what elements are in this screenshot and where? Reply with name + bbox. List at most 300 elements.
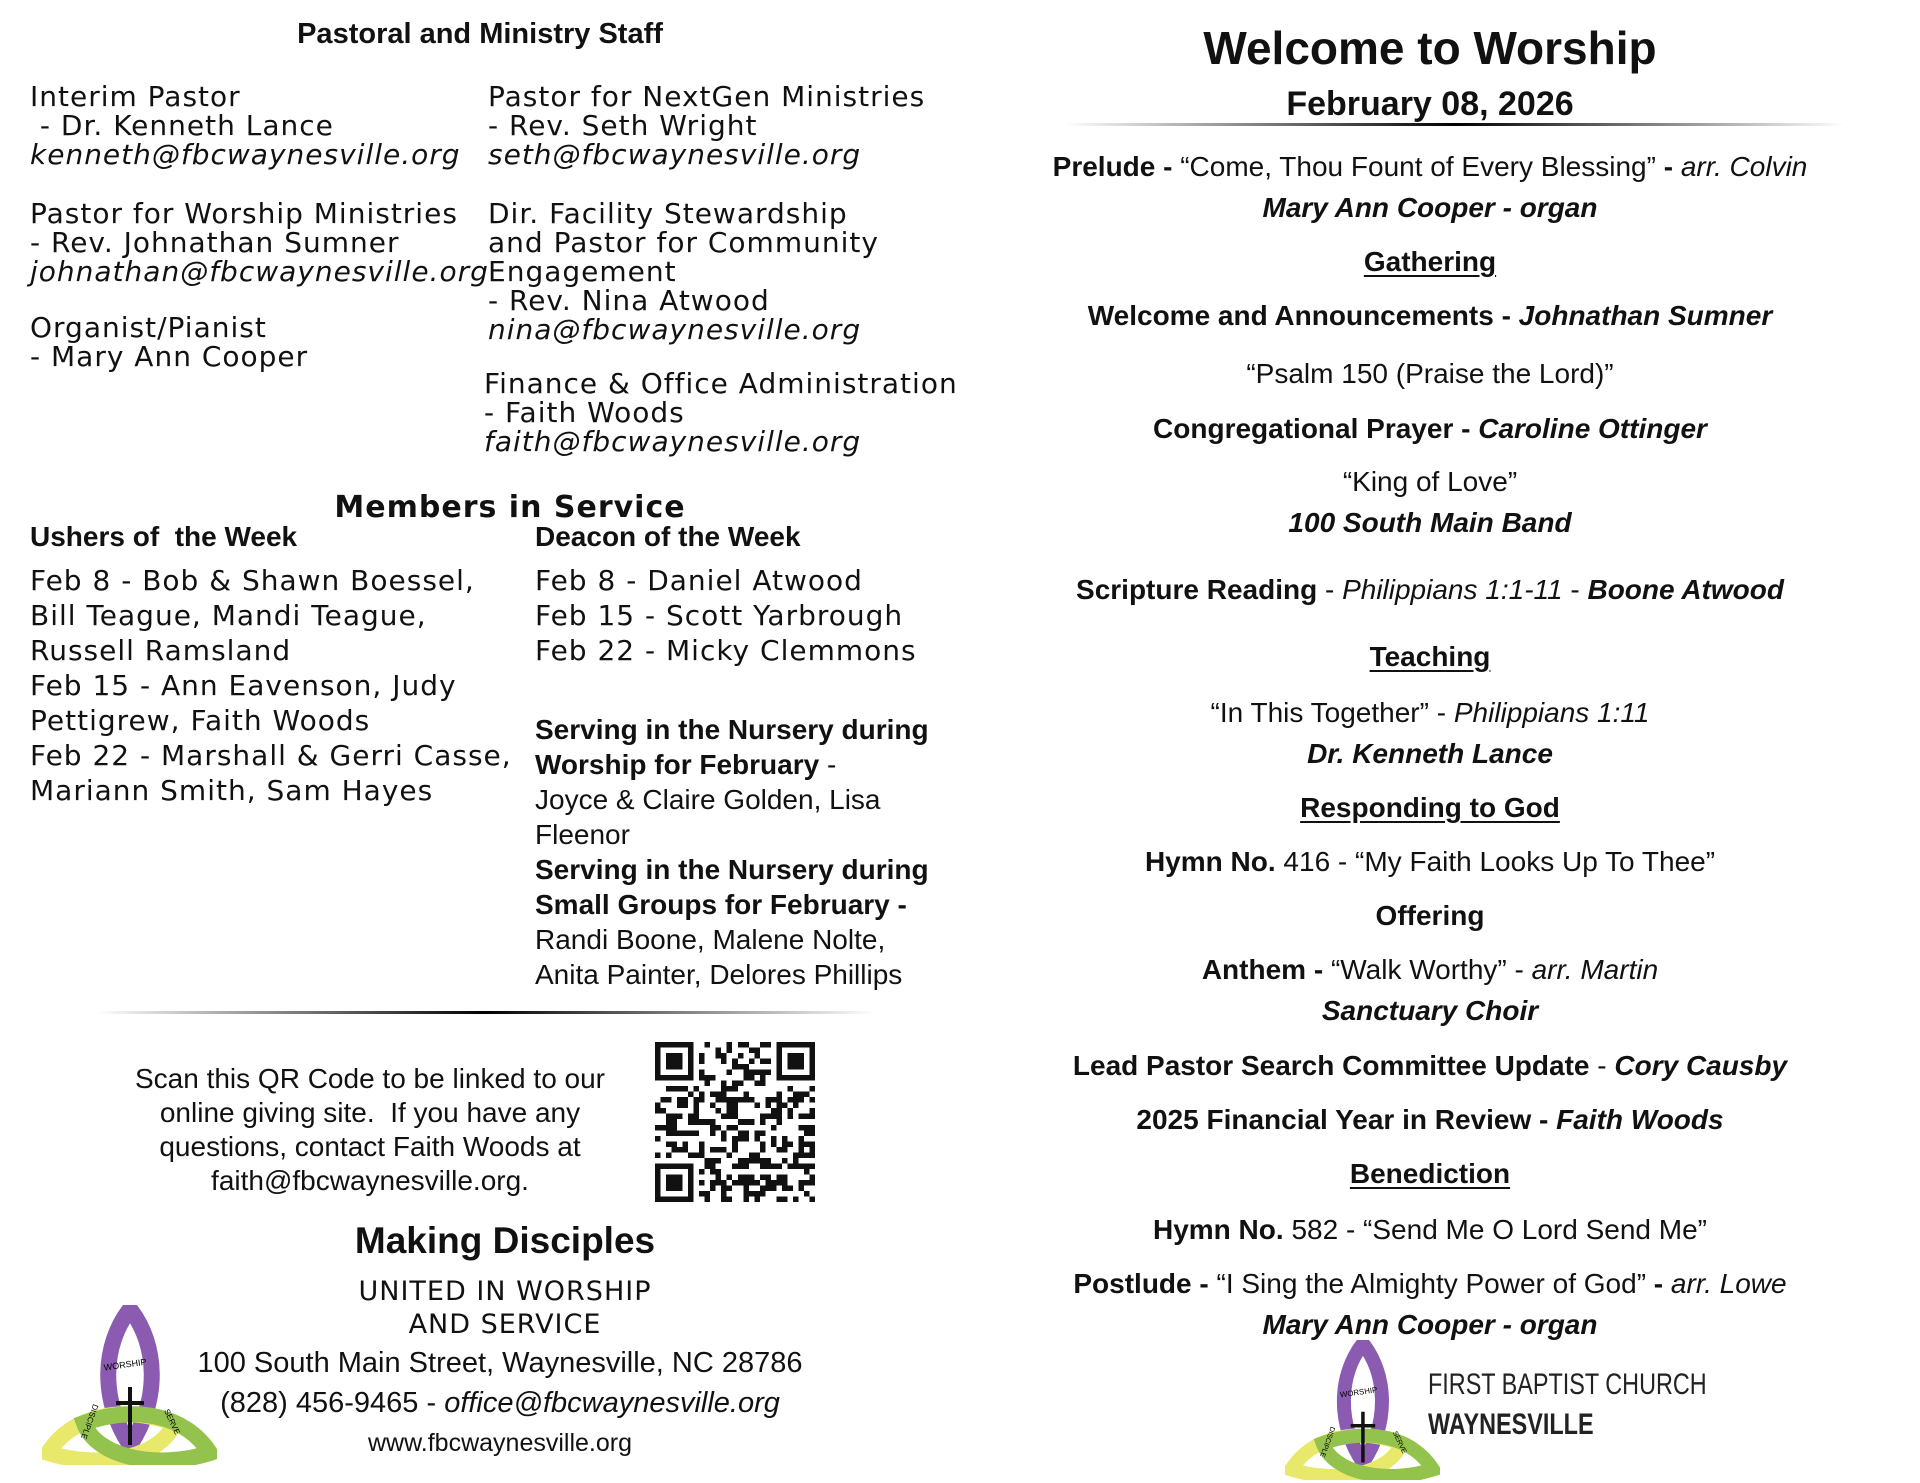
title-divider [1065,122,1845,128]
qr-module [683,1042,689,1048]
qr-module [754,1053,760,1059]
qr-module [776,1048,782,1054]
qr-module [804,1191,810,1197]
qr-module [754,1136,760,1142]
item-label: Hymn No. [1152,1214,1284,1245]
qr-module [809,1042,815,1048]
list-item: Fleenor [535,819,630,850]
qr-module [776,1196,782,1202]
qr-module [732,1163,738,1169]
band-line: 100 South Main Band [1288,507,1572,538]
qr-module [699,1053,705,1059]
qr-module [754,1048,760,1054]
postlude-performer: Mary Ann Cooper - organ [1262,1309,1598,1340]
separator: - [1506,954,1532,985]
qr-module [760,1130,766,1136]
qr-module [765,1114,771,1120]
qr-module [694,1108,700,1114]
qr-module [666,1075,672,1081]
list-item: Feb 22 - Marshall & Gerri Casse, [30,739,512,772]
qr-module [716,1092,722,1098]
qr-module [672,1086,678,1092]
qr-module [677,1103,683,1109]
qr-module [705,1191,711,1197]
qr-module [738,1119,744,1125]
deacon-list [535,563,917,668]
qr-module [782,1136,788,1142]
scripture-line [1030,573,1830,607]
qr-module [655,1042,661,1048]
qr-module [672,1064,678,1070]
phone-number: (828) 456-9465 - [220,1387,445,1419]
qr-module [787,1185,793,1191]
qr-module [804,1169,810,1175]
qr-module [721,1147,727,1153]
qr-module [798,1114,804,1120]
qr-module [798,1136,804,1142]
qr-module [721,1196,727,1202]
qr-module [721,1136,727,1142]
qr-module [760,1163,766,1169]
qr-module [655,1070,661,1076]
qr-module [738,1081,744,1087]
list-item: Pettigrew, Faith Woods [30,704,371,737]
qr-module [672,1196,678,1202]
qr-module [705,1075,711,1081]
qr-module [716,1108,722,1114]
scripture-ref: Philippians 1:11 [1453,697,1650,728]
qr-module [683,1196,689,1202]
qr-module [743,1191,749,1197]
item-label: Anthem - [1201,954,1331,985]
qr-module [776,1147,782,1153]
qr-module [716,1125,722,1131]
staff-email: kenneth@fbcwaynesville.org [30,138,461,171]
qr-module [716,1180,722,1186]
qr-module [666,1086,672,1092]
qr-module [760,1158,766,1164]
qr-module [738,1163,744,1169]
item-label: Hymn No. [1144,846,1276,877]
financial-line [1030,1103,1830,1137]
qr-module [804,1042,810,1048]
staff-email: nina@fbcwaynesville.org [488,313,862,346]
qr-module [787,1086,793,1092]
qr-module [732,1141,738,1147]
qr-module [765,1158,771,1164]
qr-module [721,1059,727,1065]
qr-module [738,1174,744,1180]
qr-module [732,1097,738,1103]
left-divider [95,1010,875,1016]
qr-module [776,1174,782,1180]
qr-module [804,1114,810,1120]
qr-module [672,1059,678,1065]
qr-module [782,1042,788,1048]
qr-module [798,1141,804,1147]
qr-module [793,1053,799,1059]
qr-module [793,1152,799,1158]
text-line: online giving site. If you have any [159,1097,581,1128]
qr-module [776,1070,782,1076]
qr-module [688,1119,694,1125]
qr-module [782,1158,788,1164]
qr-module [727,1042,733,1048]
qr-module [699,1141,705,1147]
qr-module [666,1059,672,1065]
qr-module [727,1174,733,1180]
qr-module [694,1119,700,1125]
qr-module [688,1130,694,1136]
qr-module [661,1042,667,1048]
qr-module [655,1048,661,1054]
qr-module [738,1064,744,1070]
qr-module [688,1059,694,1065]
qr-module [661,1097,667,1103]
item-label: Congregational Prayer - [1153,413,1479,444]
qr-module [716,1158,722,1164]
psalm-line: “Psalm 150 (Praise the Lord)” [1246,358,1614,389]
qr-module [765,1097,771,1103]
qr-module [705,1163,711,1169]
qr-module [655,1075,661,1081]
qr-module [721,1086,727,1092]
deacon-heading: Deacon of the Week [535,521,801,552]
qr-module [699,1092,705,1098]
giving-qr-code[interactable] [655,1042,815,1202]
qr-module [760,1191,766,1197]
staff-role: and Pastor for Community [488,226,879,259]
staff-name: - Dr. Kenneth Lance [30,109,334,142]
item-label: Welcome and Announcements - [1087,300,1519,331]
qr-module [798,1152,804,1158]
qr-module [677,1042,683,1048]
qr-module [776,1103,782,1109]
qr-module [787,1059,793,1065]
qr-module [732,1064,738,1070]
qr-module [738,1042,744,1048]
qr-module [804,1163,810,1169]
qr-module [732,1081,738,1087]
qr-module [809,1048,815,1054]
qr-module [716,1053,722,1059]
qr-module [666,1180,672,1186]
qr-module [809,1053,815,1059]
qr-module [754,1196,760,1202]
qr-module [743,1119,749,1125]
qr-module [716,1174,722,1180]
welcome-line [1030,299,1830,333]
qr-module [771,1125,777,1131]
qr-module [787,1114,793,1120]
qr-module [661,1196,667,1202]
qr-module [754,1103,760,1109]
qr-module [798,1163,804,1169]
qr-module [710,1119,716,1125]
qr-module [809,1070,815,1076]
qr-module [776,1042,782,1048]
qr-module [749,1158,755,1164]
footer-tagline [250,1275,760,1341]
staff-role: Pastor for NextGen Ministries [488,80,926,113]
qr-module [699,1075,705,1081]
qr-module [749,1174,755,1180]
qr-module [809,1059,815,1065]
qr-module [672,1163,678,1169]
logo-word: SERVE [1390,1430,1408,1455]
qr-module [749,1119,755,1125]
qr-module [776,1064,782,1070]
prelude-performer: Mary Ann Cooper - organ [1262,192,1598,223]
qr-module [787,1053,793,1059]
qr-module [738,1180,744,1186]
qr-module [760,1119,766,1125]
qr-module [754,1070,760,1076]
qr-module [688,1048,694,1054]
arranger: arr. Lowe [1670,1268,1787,1299]
qr-module [809,1147,815,1153]
qr-module [754,1130,760,1136]
qr-module [694,1130,700,1136]
qr-module [798,1075,804,1081]
staff-name: - Faith Woods [484,396,685,429]
song-title: 582 - “Send Me O Lord Send Me” [1283,1214,1707,1245]
qr-module [798,1042,804,1048]
prayer-line [1030,412,1830,446]
qr-module [765,1163,771,1169]
qr-module [760,1081,766,1087]
qr-module [804,1141,810,1147]
separator: - [1646,1268,1671,1299]
qr-module [743,1163,749,1169]
logo-word: SERVE [162,1407,182,1436]
qr-module [754,1158,760,1164]
qr-module [672,1174,678,1180]
staff-role: Finance & Office Administration [484,367,958,400]
qr-module [655,1163,661,1169]
qr-module [710,1130,716,1136]
qr-module [655,1053,661,1059]
qr-module [705,1042,711,1048]
qr-module [743,1196,749,1202]
list-item: Mariann Smith, Sam Hayes [30,774,434,807]
qr-module [672,1119,678,1125]
song-title: “Walk Worthy” [1330,954,1507,985]
qr-module [743,1097,749,1103]
qr-module [699,1169,705,1175]
qr-module [749,1048,755,1054]
qr-module [710,1103,716,1109]
separator: - [1589,1050,1615,1081]
qr-module [699,1191,705,1197]
qr-module [721,1130,727,1136]
qr-module [782,1180,788,1186]
qr-module [765,1103,771,1109]
qr-module [661,1163,667,1169]
qr-module [666,1163,672,1169]
qr-module [661,1125,667,1131]
qr-module [666,1053,672,1059]
staff-role: Pastor for Worship Ministries [30,197,458,230]
qr-module [727,1086,733,1092]
staff-right-2 [488,199,879,344]
qr-module [672,1125,678,1131]
qr-module [749,1152,755,1158]
list-item: Feb 8 - Daniel Atwood [535,564,863,597]
section-benediction: Benediction [1349,1158,1511,1189]
qr-module [699,1097,705,1103]
qr-module [710,1092,716,1098]
qr-module [666,1196,672,1202]
qr-module [688,1169,694,1175]
text-line: faith@fbcwaynesville.org. [211,1165,529,1196]
qr-module [727,1125,733,1131]
qr-module [809,1141,815,1147]
qr-module [688,1075,694,1081]
qr-module [732,1086,738,1092]
qr-module [771,1114,777,1120]
qr-module [710,1075,716,1081]
qr-module [688,1064,694,1070]
nursery-heading: Worship for February [535,749,820,780]
qr-module [787,1075,793,1081]
qr-module [732,1059,738,1065]
qr-module [760,1114,766,1120]
separator: - [1428,697,1454,728]
hymn1-line [1030,845,1830,879]
list-item: Feb 15 - Ann Eavenson, Judy [30,669,457,702]
qr-module [743,1064,749,1070]
qr-module [672,1185,678,1191]
qr-module [809,1125,815,1131]
qr-module [688,1180,694,1186]
qr-module [765,1042,771,1048]
qr-module [694,1152,700,1158]
person-name: Caroline Ottinger [1478,413,1707,444]
qr-module [749,1191,755,1197]
qr-module [732,1114,738,1120]
qr-module [776,1180,782,1186]
qr-module [749,1075,755,1081]
qr-module [765,1185,771,1191]
qr-module [760,1141,766,1147]
qr-module [771,1163,777,1169]
qr-module [721,1081,727,1087]
qr-module [787,1097,793,1103]
qr-module [683,1130,689,1136]
qr-module [683,1163,689,1169]
ushers-heading: Ushers of the Week [30,521,298,552]
qr-module [699,1059,705,1065]
sermon-title: “In This Together” [1210,697,1429,728]
qr-module [710,1163,716,1169]
qr-module [809,1163,815,1169]
staff-heading: Pastoral and Ministry Staff [297,18,663,50]
qr-module [688,1191,694,1197]
qr-module [776,1108,782,1114]
staff-name: - Rev. Johnathan Sumner [30,226,400,259]
list-item: Randi Boone, Malene Nolte, [535,924,886,955]
qr-module [661,1075,667,1081]
staff-email: faith@fbcwaynesville.org [484,425,862,458]
qr-module [666,1185,672,1191]
qr-module [727,1108,733,1114]
qr-module [716,1097,722,1103]
logo-word: DISCIPLE [79,1402,100,1441]
text-line: Scan this QR Code to be linked to our [134,1063,606,1094]
qr-module [754,1180,760,1186]
staff-role: Dir. Facility Stewardship [488,197,848,230]
qr-module [710,1125,716,1131]
qr-module [710,1169,716,1175]
qr-module [727,1152,733,1158]
song-line: “King of Love” [1342,466,1518,497]
qr-module [793,1196,799,1202]
qr-module [782,1075,788,1081]
qr-module [655,1108,661,1114]
qr-module [705,1196,711,1202]
qr-module [677,1185,683,1191]
qr-module [694,1114,700,1120]
qr-module [771,1185,777,1191]
qr-module [743,1070,749,1076]
footer-address: 100 South Main Street, Waynesville, NC 28786 [197,1347,803,1379]
qr-module [738,1053,744,1059]
staff-right-3 [484,369,958,456]
qr-module [677,1075,683,1081]
qr-module [798,1180,804,1186]
list-item: Bill Teague, Mandi Teague, [30,599,427,632]
section-teaching: Teaching [1369,641,1491,672]
qr-module [798,1053,804,1059]
qr-module [727,1196,733,1202]
qr-module [666,1152,672,1158]
qr-module [683,1086,689,1092]
qr-module [760,1147,766,1153]
list-item: Anita Painter, Delores Phillips [535,959,903,990]
qr-module [765,1059,771,1065]
qr-module [721,1097,727,1103]
item-label: Prelude - [1052,151,1181,182]
nursery-heading: Serving in the Nursery during [535,854,929,885]
qr-module [655,1136,661,1142]
qr-module [732,1180,738,1186]
qr-module [727,1097,733,1103]
footer-website[interactable]: www.fbcwaynesville.org [368,1429,632,1457]
office-email[interactable]: office@fbcwaynesville.org [444,1387,780,1419]
qr-module [710,1147,716,1153]
qr-module [787,1163,793,1169]
qr-module [688,1185,694,1191]
qr-module [688,1114,694,1120]
qr-module [804,1152,810,1158]
qr-module [655,1174,661,1180]
qr-module [655,1059,661,1065]
qr-module [809,1114,815,1120]
qr-module [809,1180,815,1186]
list-item: Joyce & Claire Golden, Lisa [535,784,881,815]
qr-module [793,1097,799,1103]
section-responding: Responding to God [1300,792,1560,823]
qr-module [743,1174,749,1180]
qr-module [804,1130,810,1136]
qr-module [672,1147,678,1153]
qr-module [732,1147,738,1153]
qr-module [793,1059,799,1065]
offering-line: Offering [1375,900,1485,931]
qr-module [765,1070,771,1076]
qr-module [666,1141,672,1147]
